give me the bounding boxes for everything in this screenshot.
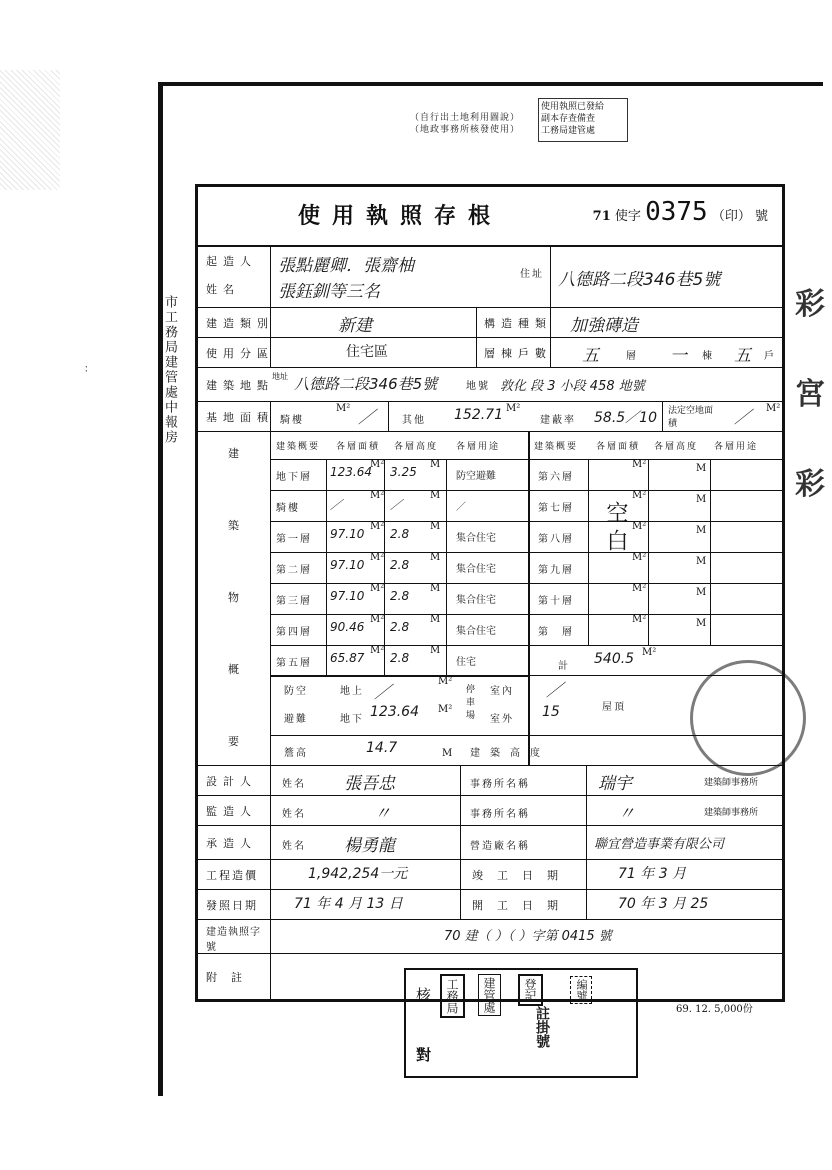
top-stamp-left-line1: （自行出土地利用圖說） [410,113,521,123]
stamp-1: 工務局 [440,974,465,1018]
contractor-name: 楊勇龍 [344,836,395,856]
divider [588,583,589,614]
permit-row [198,919,782,954]
divider [586,795,587,825]
structure-value: 加強磚造 [570,316,638,336]
eave-value: 14.7 [366,740,398,756]
blank-stamp: 空白 [603,501,628,557]
coverage-value: 58.5／10 [594,410,657,426]
floors-label: 層棟戶數 [484,347,552,360]
floor-row-left [270,614,528,646]
divider [662,401,663,431]
applicant-value-2: 張鈺釧等三名 [278,282,380,302]
divider [326,459,327,490]
divider [446,521,447,552]
contractor-firm-label: 營造廠名稱 [470,841,530,852]
floor-row-right [530,521,782,553]
divider [710,583,711,614]
units-unit: 戶 [764,351,776,362]
supervisor-office-label: 事務所名稱 [470,809,530,820]
summary-header-row [270,431,782,460]
cost-row [198,859,782,890]
divider [710,521,711,552]
applicant-value-1: 張點麗卿．張齋柚 [278,256,414,276]
floor-height-unit: M [696,494,707,505]
contractor-row [198,825,782,860]
applicant-label-2: 姓名 [206,283,240,296]
divider [476,337,477,367]
divider [326,521,327,552]
divider [326,552,327,583]
floor-row-left [270,459,528,491]
license-year: 71 [592,209,611,224]
divider [586,889,587,919]
supervisor-label: 監造人 [206,805,257,818]
divider [648,614,649,645]
site-small-label: 地址 [272,372,288,381]
units-value: 五 [734,346,751,366]
floor-area: 65.87 [330,651,365,665]
floor-name: 騎樓 [276,503,300,514]
divider [384,583,385,614]
bldg-height-label: 建築高度 [470,748,550,759]
floor-row-left [270,583,528,615]
applicant-row [198,245,782,308]
floor-height-unit: M [430,459,441,470]
section-label-1: 建 [228,447,245,460]
divider [446,459,447,490]
cost-label: 工程造價 [206,869,258,882]
indoor-value: ／ [546,681,563,701]
floor-name: 第三層 [276,596,312,607]
section-label-4: 概 [228,663,245,676]
divider [648,490,649,521]
site-lot-label: 地號 [466,381,490,392]
floor-name: 地下層 [276,472,312,483]
floor-area-unit: M² [370,645,385,656]
floor-name: 第十層 [538,596,574,607]
floor-height-unit: M [696,618,707,629]
divider [326,645,327,676]
designer-name: 張吾忠 [344,774,395,794]
shelter-basement-unit: M² [438,704,453,715]
divider [326,490,327,521]
floor-area-unit: M² [370,490,385,501]
divider [588,614,589,645]
floor-use: 集合住宅 [456,626,496,637]
start-label: 開工日期 [472,899,572,912]
floor-area-unit: M² [370,521,385,532]
divider [710,552,711,583]
divider [476,307,477,337]
divider [460,795,461,825]
scan-noise [0,70,60,190]
shelter-label: 防空 [284,686,308,697]
site-lot-value: 敦化 段 3 小段 458 地號 [500,379,645,394]
section-label-5: 要 [228,735,245,748]
floor-height-unit: M [696,525,707,536]
floor-area: ／ [330,498,343,512]
stamp-4: 註掛號 [534,1006,550,1048]
divider [550,245,551,307]
other-label: 其他 [402,415,426,426]
divider [648,459,649,490]
divider [446,614,447,645]
designer-office: 瑞宇 [598,774,632,794]
designer-office-suffix: 建築師事務所 [704,778,759,788]
supervisor-office: 〃 [618,804,635,824]
outdoor-value: 15 [542,704,560,720]
floor-height-unit: M [430,614,441,625]
floor-name: 第 層 [538,627,574,638]
floor-name: 第七層 [538,503,574,514]
divider [384,521,385,552]
divider [270,337,271,367]
floor-height-unit: M [696,463,707,474]
divider [588,490,589,521]
floor-height: 2.8 [390,558,410,572]
completion-value: 71 年 3 月 [618,866,687,882]
floor-use: 住宅 [456,657,476,668]
floor-height-unit: M [430,490,441,501]
floor-use: ／ [456,502,466,513]
coverage-label: 建蔽率 [540,415,576,426]
floor-area-unit: M² [370,583,385,594]
divider [710,614,711,645]
contractor-name-label: 姓名 [282,841,306,852]
floor-row-right [530,614,782,646]
divider [270,765,271,795]
supervisor-name: 〃 [374,804,391,824]
issue-label: 發照日期 [206,899,258,912]
form-title: 使用執照存根 [298,203,503,229]
cost-value: 1,942,254一元 [308,866,408,882]
floor-name: 第九層 [538,565,574,576]
floor-area-unit: M² [370,614,385,625]
top-stamp-right-line1: 使用執照已發給 [541,102,605,112]
floor-height: 2.8 [390,620,410,634]
designer-name-label: 姓名 [282,779,306,790]
floor-use: 集合住宅 [456,533,496,544]
header-left-summary: 建築概要 [276,442,321,452]
other-unit: M² [506,403,521,414]
divider [460,889,461,919]
issue-row [198,889,782,920]
divider [648,521,649,552]
floor-height-unit: M [430,645,441,656]
header-left-height: 各層高度 [394,442,439,452]
divider [446,645,447,676]
floor-height: ／ [390,498,403,512]
floor-area: 90.46 [330,620,365,634]
floor-height-unit: M [430,583,441,594]
stamp-3: 登記 [518,974,543,1006]
header-right-use: 各層用途 [714,442,759,452]
use-zone-row [198,337,782,368]
license-number: 0375 [645,197,708,227]
floor-area-unit: M² [632,583,647,594]
margin-small-mark: ： [84,364,94,375]
arcade-unit: M² [336,403,351,414]
address-value: 八德路二段346巷5號 [558,270,721,290]
floor-area-unit: M² [632,614,647,625]
divider [648,552,649,583]
open-space-value: ／ [734,408,751,428]
floors-unit: 層 [626,351,638,362]
title-row [198,187,782,247]
divider [270,889,271,919]
stamp-5: 編號 [570,976,592,1004]
issue-value: 71 年 4 月 13 日 [294,896,403,912]
eave-label: 簷高 [284,748,308,759]
floor-area: 123.64 [330,465,372,479]
floor-area: 97.10 [330,527,365,541]
site-value: 八德路二段346巷5號 [294,375,438,393]
shelter-ground-unit: M² [438,676,453,687]
license-suffix: 號 [754,209,768,224]
divider [446,583,447,614]
supervisor-name-label: 姓名 [282,809,306,820]
divider [388,401,389,431]
divider [270,953,271,999]
divider [384,614,385,645]
header-right-summary: 建築概要 [534,442,579,452]
divider [270,307,271,337]
floor-row-left [270,552,528,584]
seal-label: 對 [416,1046,438,1064]
building-type-row [198,307,782,338]
contractor-label: 承造人 [206,837,257,850]
floor-name: 第二層 [276,565,312,576]
divider [648,583,649,614]
divider [446,552,447,583]
floor-area-unit: M² [632,459,647,470]
outdoor-label: 室外 [490,714,514,725]
divider [588,459,589,490]
check-label: 核 [416,986,438,1004]
divider [710,490,711,521]
divider [446,490,447,521]
license-form [195,184,785,1002]
floor-area-unit: M² [632,521,647,532]
shelter-ground-value: ／ [374,683,391,703]
divider [460,859,461,889]
buildings-value: 一 [670,346,687,366]
shelter-basement-value: 123.64 [370,704,419,720]
open-space-unit: M² [766,403,781,414]
designer-row [198,765,782,796]
footer-note: 69. 12. 5,000份 [676,1004,753,1015]
divider [588,552,589,583]
header-left-area: 各層面積 [336,442,381,452]
shelter-basement-label: 地下 [340,714,364,725]
floor-height-unit: M [696,587,707,598]
floor-height-unit: M [696,556,707,567]
floor-row-right [530,459,782,491]
designer-office-label: 事務所名稱 [470,779,530,790]
stamp-2: 建管處 [478,974,501,1016]
divider [588,521,589,552]
license-stamp: （印） [711,209,751,224]
building-type-label: 建造類別 [206,317,274,330]
floor-height-unit: M [430,521,441,532]
floor-area: 97.10 [330,558,365,572]
divider [586,859,587,889]
floors-value: 五 [582,346,599,366]
eave-unit: M [442,748,453,759]
divider [710,459,711,490]
header-right-height: 各層高度 [654,442,699,452]
divider [550,337,551,367]
floor-height: 2.8 [390,651,410,665]
completion-label: 竣工日期 [472,869,572,882]
header-right-area: 各層面積 [596,442,641,452]
divider [270,919,271,953]
floor-use: 集合住宅 [456,595,496,606]
floor-area-unit: M² [632,552,647,563]
floor-area-unit: M² [370,459,385,470]
divider [270,401,271,431]
floor-area-unit: M² [632,490,647,501]
divider [270,245,271,307]
structure-label: 構造種類 [484,317,552,330]
section-label-3: 物 [228,591,245,604]
supervisor-row [198,795,782,826]
arcade-value: ／ [358,408,375,428]
top-stamp-right [538,98,628,142]
header-left-use: 各層用途 [456,442,501,452]
round-seal [690,660,806,776]
supervisor-office-suffix: 建築師事務所 [704,808,759,818]
indoor-label: 室內 [490,686,514,697]
top-stamp-left-line2: （地政事務所核發使用） [410,125,521,135]
top-stamp-right-line2: 副本存查備查 [541,114,596,124]
divider [460,765,461,795]
floor-area-unit: M² [370,552,385,563]
top-stamp-left [410,112,520,136]
parking-label: 停車場 [466,685,476,721]
total-label: 計 [558,661,570,672]
divider [384,459,385,490]
floor-height: 3.25 [390,465,417,479]
shelter-ground-label: 地上 [340,686,364,697]
address-label: 住址 [520,269,544,280]
floor-height: 2.8 [390,527,410,541]
divider [460,825,461,859]
divider [586,825,587,859]
site-area-label: 基地面積 [206,411,274,424]
notes-label: 附註 [206,971,256,984]
divider [326,583,327,614]
floor-row-right [530,583,782,615]
approval-stamp-box [404,968,638,1078]
permit-value: 70 建（ ）（ ）字第 0415 號 [444,929,612,944]
building-type-value: 新建 [338,316,372,336]
arcade-label: 騎樓 [280,415,304,426]
open-space-label: 法定空地面積 [668,406,714,429]
floor-use: 集合住宅 [456,564,496,575]
top-stamp-right-line3: 工務局建管處 [541,126,596,136]
site-label: 建築地點 [206,379,274,392]
site-row [198,367,782,402]
divider [586,765,587,795]
site-area-row [198,401,782,432]
floor-row-left [270,645,528,677]
floor-row-left [270,490,528,522]
use-zone-value: 住宅區 [346,344,388,360]
license-prefix: 使字 [614,209,641,224]
other-value: 152.71 [454,407,503,423]
total-value: 540.5 [594,651,635,667]
divider [384,552,385,583]
divider [270,825,271,859]
divider [384,645,385,676]
start-value: 70 年 3 月 25 [618,896,709,912]
use-zone-label: 使用分區 [206,347,274,360]
total-unit: M² [642,647,657,658]
license-number-block [593,197,768,227]
floor-row-right [530,490,782,522]
divider [384,490,385,521]
floor-row-left [270,521,528,553]
floor-name: 第六層 [538,472,574,483]
floor-name: 第四層 [276,627,312,638]
divider [326,614,327,645]
floor-use: 防空避難 [456,471,496,482]
divider [270,859,271,889]
right-margin-marks: 彩 宮 彩 [795,287,825,502]
buildings-unit: 棟 [702,351,714,362]
contractor-firm: 聯宜營造事業有限公司 [594,837,725,852]
margin-side-text: 市工務局建管處中報房 [162,295,177,445]
section-label-2: 築 [228,519,245,532]
floor-name: 第一層 [276,534,312,545]
divider [550,307,551,337]
floor-row-right [530,552,782,584]
floor-name: 第五層 [276,658,312,669]
designer-label: 設計人 [206,775,257,788]
evac-label: 避難 [284,714,308,725]
floor-name: 第八層 [538,534,574,545]
roof-label: 屋頂 [602,702,626,713]
permit-label: 建造執照字號 [206,927,261,953]
floor-height-unit: M [430,552,441,563]
floor-area: 97.10 [330,589,365,603]
divider [270,795,271,825]
floor-height: 2.8 [390,589,410,603]
applicant-label-1: 起造人 [206,255,257,268]
